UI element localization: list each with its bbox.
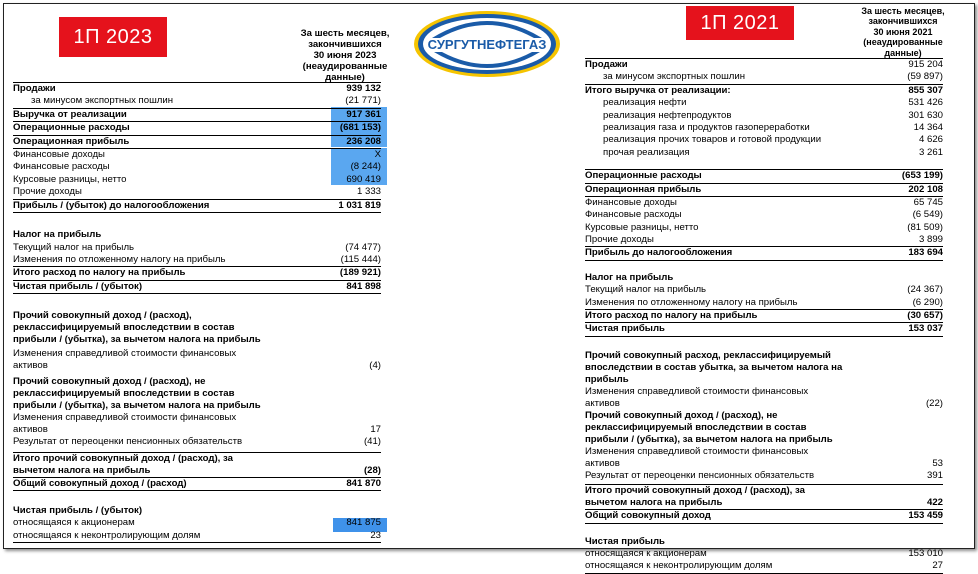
table-row: Итого расход по налогу на прибыль (30 657) <box>585 310 943 322</box>
table-row: реализация прочих товаров и готовой продукции 4 626 <box>603 134 943 146</box>
surgutneftegas-logo <box>412 8 562 78</box>
table-row: Операционные расходы (653 199) <box>585 170 943 182</box>
table-row: относящаяся к акционерам 841 875 <box>13 517 381 529</box>
table-row: Прибыль до налогообложения 183 694 <box>585 246 943 260</box>
table-row: Выручка от реализации 917 361 <box>13 108 381 120</box>
table-row: Прочие доходы 3 899 <box>585 234 943 246</box>
right-column-header: За шесть месяцев, закончившихся 30 июня 2021 (неаудированные данные) <box>861 6 945 58</box>
table-row: Прибыль / (убыток) до налогообложения 1 031 819 <box>13 199 381 213</box>
table-row: Чистая прибыль / (убыток) 841 898 <box>13 280 381 294</box>
table-row: Текущий налог на прибыль (74 477) <box>13 241 381 253</box>
table-row: Продажи 939 132 <box>13 83 381 94</box>
left-column-header: За шесть месяцев, закончившихся 30 июня 2023 (неаудированные данные) <box>300 28 390 83</box>
table-row: за минусом экспортных пошлин (21 771) <box>31 95 381 107</box>
table-row: за минусом экспортных пошлин (59 897) <box>603 71 943 83</box>
table-row: Изменения справедливой стоимости финансовых активов 17 <box>13 412 381 436</box>
table-row: Чистая прибыль <box>585 535 665 547</box>
table-row: Изменения справедливой стоимости финансовых активов (4) <box>13 348 381 372</box>
table-row: Текущий налог на прибыль (24 367) <box>585 284 943 296</box>
table-row: относящаяся к акционерам 153 010 <box>585 547 943 559</box>
table-row: Итого прочий совокупный доход / (расход), за вычетом налога на прибыль (28) <box>13 452 381 476</box>
table-row: Продажи 915 204 <box>585 59 943 70</box>
table-row: Чистая прибыль 153 037 <box>585 322 943 336</box>
table-row: Финансовые доходы 65 745 <box>585 196 943 208</box>
table-row: Прочий совокупный доход / (расход), не реклассифицируемый впоследствии в состав прибыли / (убытка), за вычетом налога на прибыль <box>585 409 833 445</box>
table-row: Изменения справедливой стоимости финансовых активов 53 <box>585 445 943 469</box>
table-row: Чистая прибыль / (убыток) <box>13 505 143 517</box>
table-row: Результат от переоценки пенсионных обязательств 391 <box>585 469 943 481</box>
table-row: Налог на прибыль <box>585 271 674 283</box>
table-row: Курсовые разницы, нетто (81 509) <box>585 221 943 233</box>
table-row: реализация нефтепродуктов 301 630 <box>603 109 943 121</box>
table-row: Изменения по отложенному налогу на прибыль (115 444) <box>13 254 381 266</box>
table-row: Операционные расходы (681 153) <box>13 122 381 134</box>
table-row: Операционная прибыль 202 108 <box>585 183 943 195</box>
table-row: Итого выручка от реализации: 855 307 <box>585 84 943 96</box>
table-row: Общий совокупный доход / (расход) 841 870 <box>13 477 381 491</box>
table-row: реализация газа и продуктов газопереработки 14 364 <box>603 121 943 133</box>
right-income-statement <box>585 58 943 574</box>
table-row: Изменения справедливой стоимости финансовых активов (22) <box>585 385 943 409</box>
table-row: Налог на прибыль <box>13 229 102 241</box>
table-row: Итого прочий совокупный доход / (расход), за вычетом налога на прибыль 422 <box>585 485 943 509</box>
table-row: реализация нефти 531 426 <box>603 97 943 109</box>
table-row: Результат от переоценки пенсионных обязательств (41) <box>13 436 381 448</box>
table-row: Финансовые расходы (6 549) <box>585 209 943 221</box>
table-row: Курсовые разницы, нетто 690 419 <box>13 173 381 185</box>
table-row: относящаяся к неконтролирующим долям 27 <box>585 560 943 573</box>
table-row: Изменения по отложенному налогу на прибыль (6 290) <box>585 296 943 308</box>
table-row: прочая реализация 3 261 <box>603 146 943 158</box>
table-row: Финансовые расходы (8 244) <box>13 161 381 173</box>
period-badge-2023: 1П 2023 <box>59 17 167 57</box>
table-row: Общий совокупный доход 153 459 <box>585 509 943 523</box>
table-row: Прочие доходы 1 333 <box>13 186 381 198</box>
period-badge-2021: 1П 2021 <box>686 6 794 40</box>
table-row: Прочий совокупный доход / (расход), не реклассифицируемый впоследствии в состав прибыли / (убытка), за вычетом налога на прибыль <box>13 376 261 412</box>
left-income-statement <box>13 82 381 543</box>
table-row: Итого расход по налогу на прибыль (189 921) <box>13 267 381 279</box>
table-row: относящаяся к неконтролирующим долям 23 <box>13 530 381 543</box>
table-row: Операционная прибыль 236 208 <box>13 135 381 147</box>
table-row: Прочий совокупный расход, реклассифицируемый впоследствии в состав убытка, за вычетом налога на прибыль <box>585 349 843 385</box>
table-row: Финансовые доходы X <box>13 148 381 160</box>
logo-text: СУРГУТНЕФТЕГАЗ <box>427 37 547 52</box>
table-row: Прочий совокупный доход / (расход), реклассифицируемый впоследствии в состав прибыли / (убытка), за вычетом налога на прибыль <box>13 310 261 346</box>
